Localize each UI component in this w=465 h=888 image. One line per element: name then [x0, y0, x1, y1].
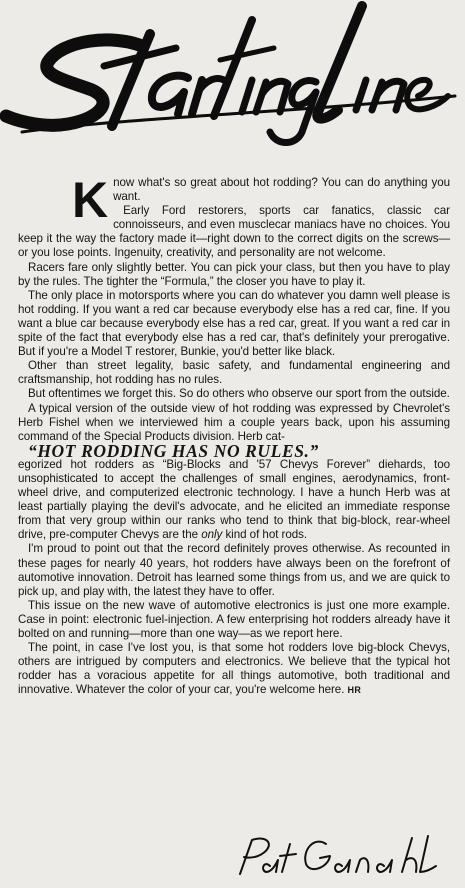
author-signature [230, 830, 440, 880]
paragraph-4: The only place in motorsports where you can do whatever you damn well please is hot rodding. If you want a red car because everybody else has a red car, fine. If you want a blue car because everybody else has a red car, great. If you want a red car in spite of the fact that everybody else has a red car, that's definitely your prerogative. But if you're a Model T restorer, Bunkie, you'd better like black. [18, 288, 450, 359]
article-body [18, 172, 450, 697]
paragraph-7: A typical version of the outside view of hot rodding was expressed by Chevrolet's Herb Fishel when we interviewed him a couple years back, upon his assuming command of the Special Products division. Herb cat- [18, 401, 450, 443]
paragraph-3: Racers fare only slightly better. You can pick your class, but then you have to play by the rules. The tighter the “Formula,” the closer you have to play it. [18, 260, 450, 288]
paragraph-11-text: The point, in case I've lost you, is that some hot rodders love big-block Chevys, others are intrigued by computers and electronics. We believe that the typical hot rodder has a voracious appetite for all things automotive, both traditional and innovative. Whatever the color of your car, you're welcome here. [18, 641, 450, 697]
paragraph-8 [18, 458, 450, 543]
paragraph-8-text: egorized hot rodders as “Big-Blocks and '57 Chevys Forever” diehards, too unsophisticated to accept the challenges of small engines, aerodynamics, front-wheel drive, and computerized electronic technology. I have a hunch Herb was at least partially playing the devil's advocate, and he elicited an immediate response from that very group within our ranks who tend to think that big-block, rear-wheel drive, pre-computer Chevys are the [18, 457, 450, 542]
paragraph-5: Other than street legality, basic safety, and fundamental engineering and craftsmanship, hot rodding has no rules. [18, 359, 450, 387]
paragraph-10: This issue on the new wave of automotive electronics is just one more example. Case in point: electronic fuel-injection. A few enterprising hot rodders already have it bolted on and running—more than one way—as we report here. [18, 598, 450, 640]
paragraph-8-emphasis: only [201, 528, 223, 542]
paragraph-9: I'm proud to point out that the record definitely proves otherwise. As recounted in these pages for nearly 40 years, hot rodders have always been on the forefront of automotive innovation. Detroit has learned some things from us, and we are quick to pick up, and play with, the latest they have to offer. [18, 542, 450, 598]
signature-text: Pat Ganahl [230, 830, 236, 831]
drop-cap: K [72, 172, 109, 228]
hr-end-mark: HR [347, 685, 362, 696]
starting-line-logo [0, 0, 465, 150]
logo-text: Starting Line [0, 0, 6, 1]
paragraph-1: now what's so great about hot rodding? You can do anything you want. [113, 176, 450, 204]
pull-quote: “HOT RODDING HAS NO RULES.” [28, 440, 319, 461]
paragraph-2: Early Ford restorers, sports car fanatics, classic car connoisseurs, and even musclecar maniacs have no choices. You keep it the way the factory made it—right down to the correct digits on the screws—or you lose points. Ingenuity, creativity, and personality are not welcome. [18, 204, 450, 260]
paragraph-11 [18, 641, 450, 697]
paragraph-8-end: kind of hot rods. [225, 528, 308, 542]
paragraph-6: But oftentimes we forget this. So do others who observe our sport from the outside. [28, 387, 450, 401]
